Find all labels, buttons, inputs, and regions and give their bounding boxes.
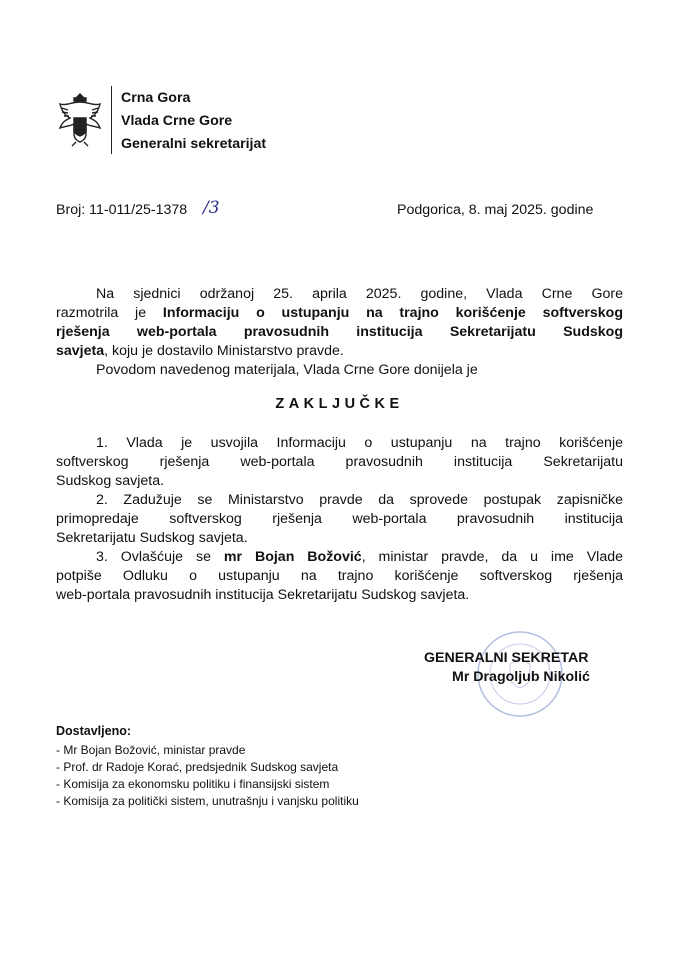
conclusion-1 (56, 434, 623, 491)
intro-line: Povodom navedenog materijala, Vlada Crne Gore donijela je (96, 362, 478, 378)
conclusion-line: Sekretarijatu Sudskog savjeta. (56, 530, 248, 546)
intro-bold-title: rješenja web-portala pravosudnih institucija Sekretarijatu Sudskog (56, 324, 623, 340)
intro-line (56, 342, 623, 361)
conclusion-line: 2. Zadužuje se Ministarstvo pravde da sprovede postupak zapisničke (96, 492, 623, 508)
coat-of-arms-icon (52, 88, 108, 148)
header-divider (111, 86, 112, 154)
office-name: Generalni sekretarijat (121, 136, 267, 152)
conclusion-line: Sudskog savjeta. (56, 473, 165, 489)
place-date: Podgorica, 8. maj 2025. godine (397, 202, 594, 218)
intro-paragraph (56, 285, 623, 380)
conclusion-line: potpiše Odluku o ustupanju na trajno korišćenje softverskog rješenja (56, 568, 623, 584)
distribution-item: - Komisija za ekonomsku politiku i finansijski sistem (56, 777, 330, 791)
intro-text: razmotrila je (56, 305, 163, 321)
signatory-name: Mr Dragoljub Nikolić (452, 669, 590, 685)
conclusion-3 (56, 548, 623, 605)
government-name: Vlada Crne Gore (121, 113, 233, 129)
conclusion-2 (56, 491, 623, 548)
intro-line (56, 304, 623, 323)
intro-line: Na sjednici održanoj 25. aprila 2025. godine, Vlada Crne Gore (96, 286, 623, 302)
conclusions-heading: ZAKLJUČKE (275, 396, 404, 412)
conclusion-line (56, 548, 623, 567)
conclusion-text: , ministar pravde, da u ime Vlade (361, 549, 623, 565)
distribution-label: Dostavljeno: (56, 724, 132, 738)
intro-bold-title: savjeta (56, 343, 105, 359)
conclusion-line: primopredaje softverskog rješenja web-portala pravosudnih institucija (56, 511, 623, 527)
intro-bold-title: Informaciju o ustupanju na trajno korišćenje softverskog (162, 305, 623, 321)
intro-text: , koju je dostavilo Ministarstvo pravde. (104, 343, 344, 359)
conclusion-text: 3. Ovlašćuje se (96, 549, 224, 565)
distribution-item: - Prof. dr Radoje Korać, predsjednik Sudskog savjeta (56, 760, 339, 774)
distribution-item: - Mr Bojan Božović, ministar pravde (56, 743, 246, 757)
conclusion-line: 1. Vlada je usvojila Informaciju o ustupanju na trajno korišćenje (96, 435, 623, 451)
conclusion-line: softverskog rješenja web-portala pravosudnih institucija Sekretarijatu (56, 454, 623, 470)
handwritten-number: /3 (203, 198, 220, 218)
country-name: Crna Gora (121, 90, 191, 106)
conclusion-line: web-portala pravosudnih institucija Sekretarijatu Sudskog savjeta. (56, 587, 470, 603)
reference-number: Broj: 11-011/25-1378 (56, 202, 188, 218)
distribution-item: - Komisija za politički sistem, unutrašnju i vanjsku politiku (56, 794, 359, 808)
minister-name: mr Bojan Božović (223, 549, 362, 565)
signatory-title: GENERALNI SEKRETAR (424, 650, 589, 666)
